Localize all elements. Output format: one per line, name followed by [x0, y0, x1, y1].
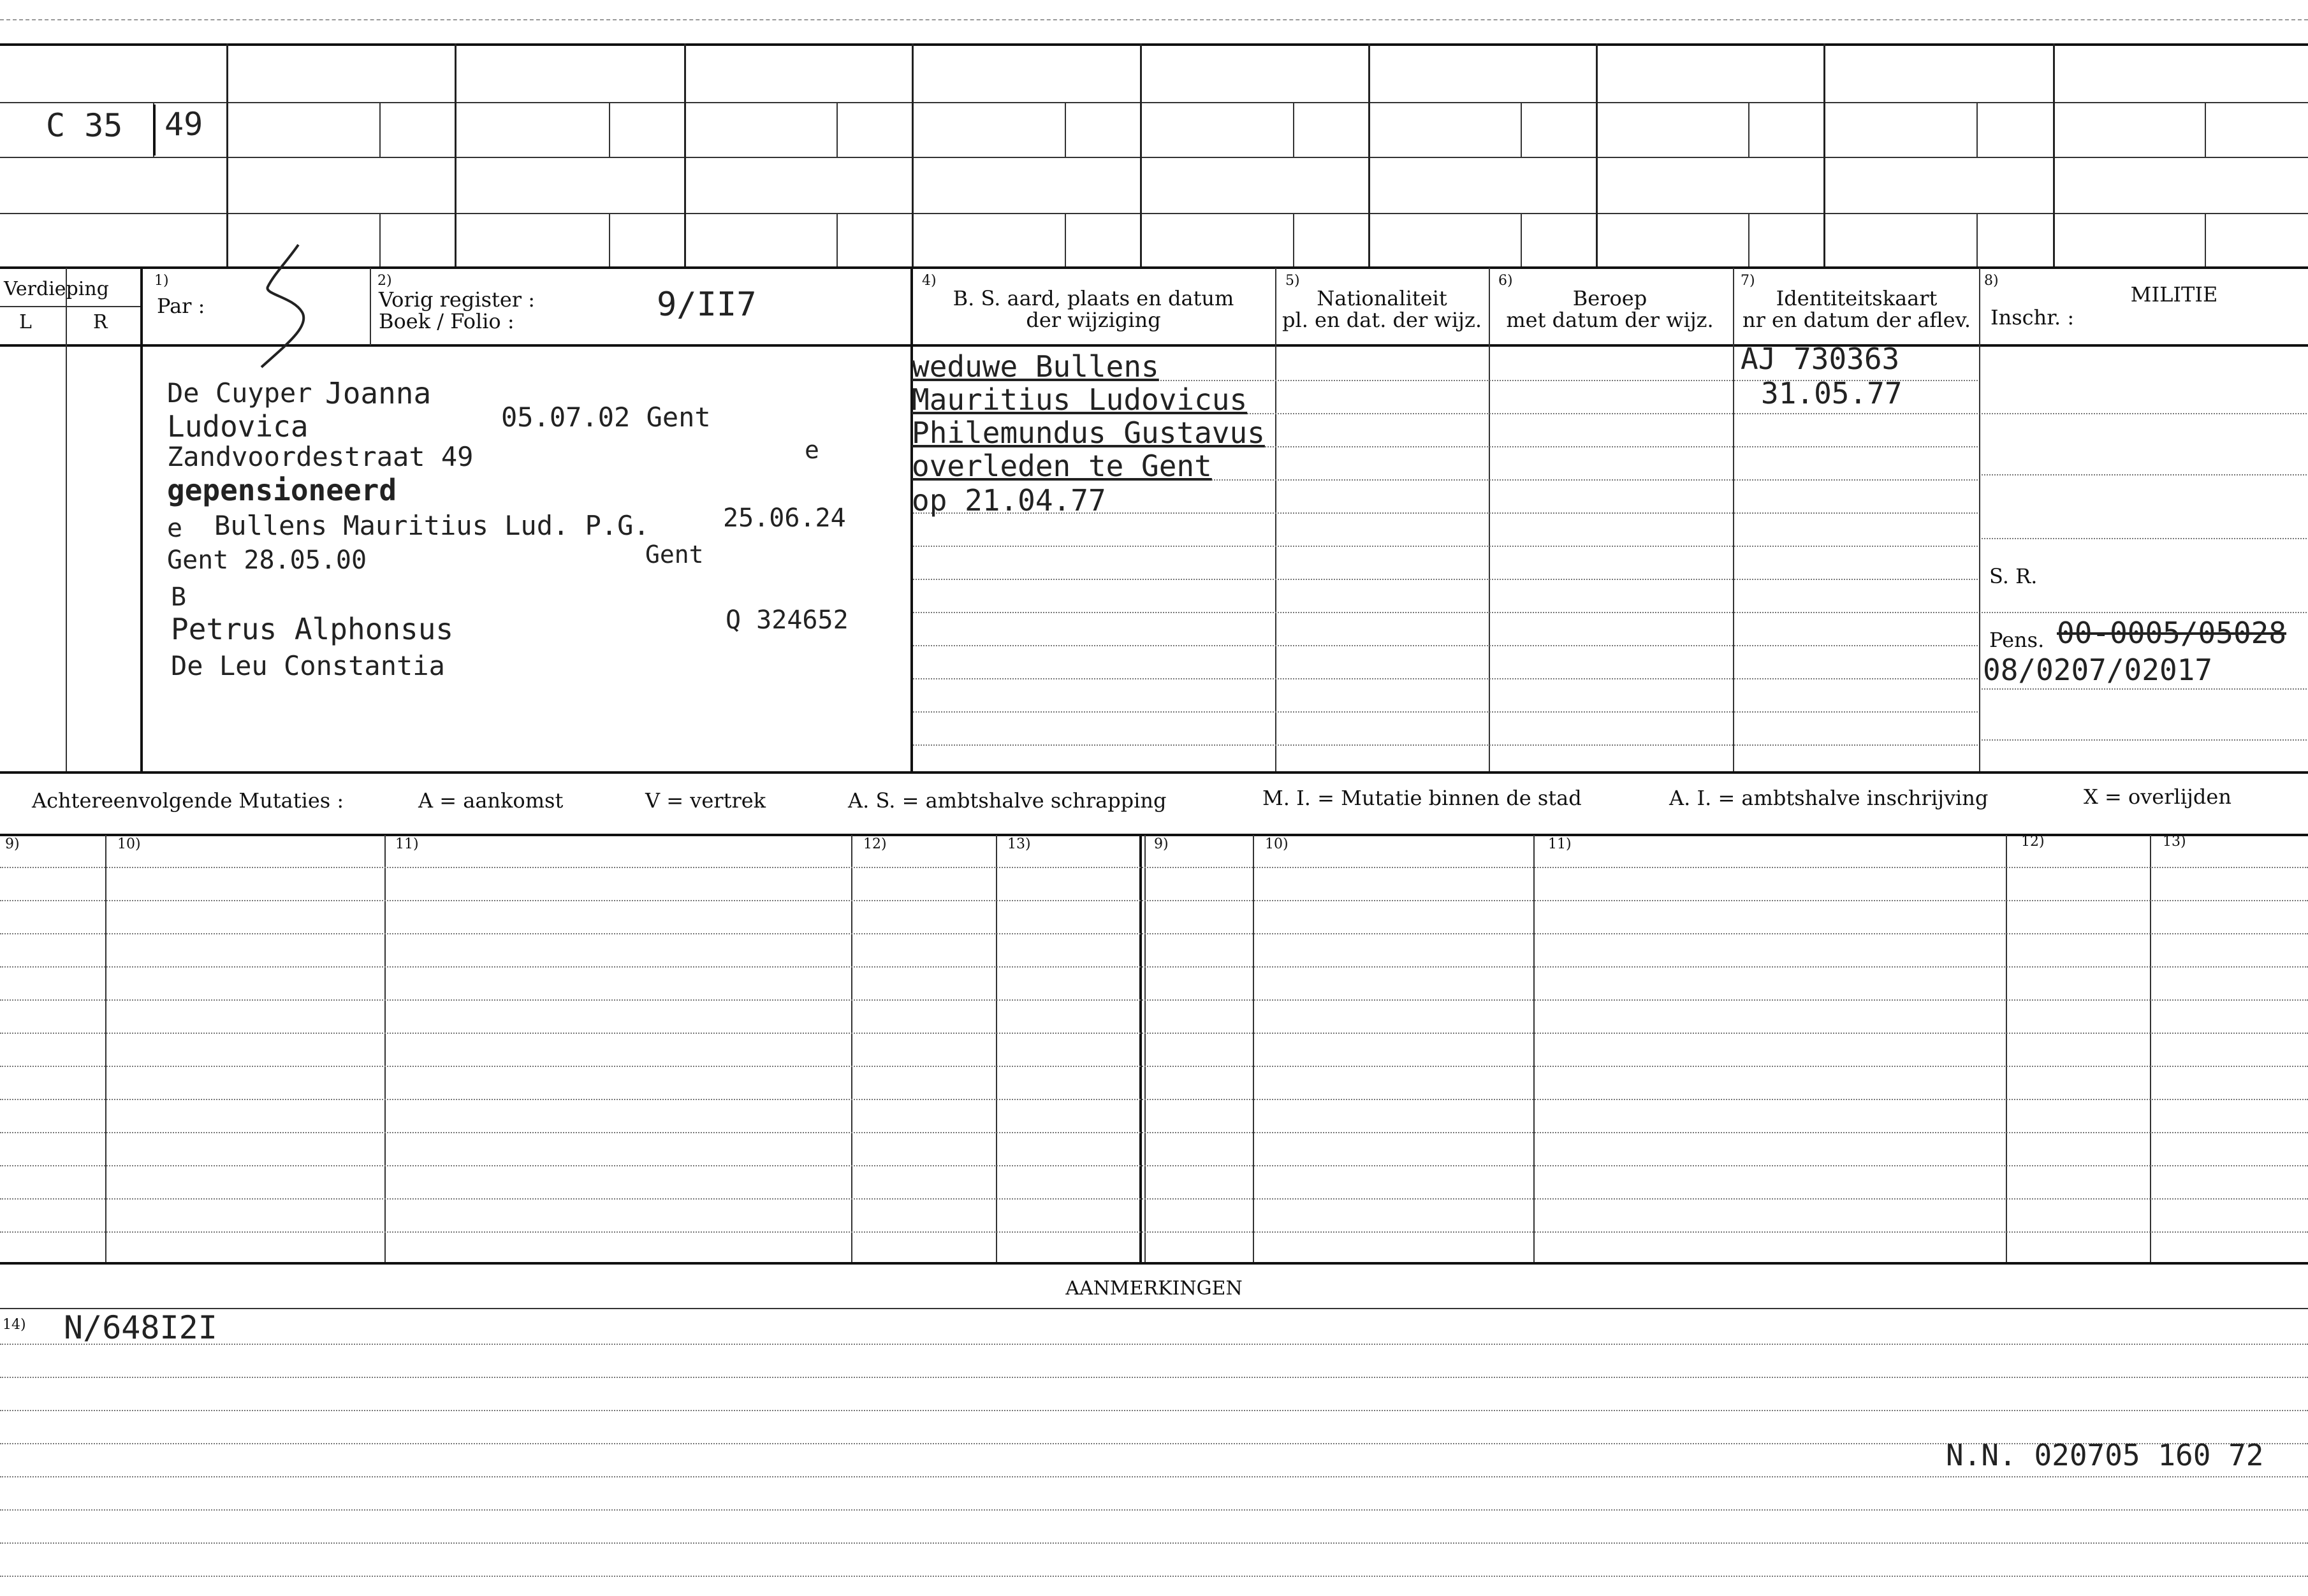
mutation-row-line [0, 1066, 2308, 1067]
ruled-line [913, 711, 1978, 713]
header-top-line [0, 43, 2308, 46]
header-divider [2205, 102, 2206, 157]
militie-ruled-line [1982, 474, 2307, 475]
mutation-col-number: 11) [395, 836, 419, 852]
header-divider [836, 213, 838, 266]
nationaliteit-heading-line1: Nationaliteit [1317, 286, 1447, 310]
pens-new-number: 08/0207/02017 [1983, 653, 2213, 687]
mutation-row-line [0, 966, 2308, 968]
col-5-number: 5) [1285, 273, 1300, 289]
header-divider [1293, 213, 1294, 266]
code-q: Q 324652 [726, 606, 849, 635]
ruled-line [913, 645, 1978, 646]
record-code-divider [153, 105, 156, 156]
header-divider [836, 102, 838, 157]
mutation-row-line [0, 1033, 2308, 1034]
identiteitskaart-heading-line1: Identiteitskaart [1776, 286, 1938, 310]
verdieping-label: Verdieping [4, 278, 109, 300]
spouse-prefix: e [167, 514, 183, 543]
main-divider [910, 268, 913, 771]
main-divider [1733, 268, 1734, 771]
mutation-col-number: 12) [2021, 834, 2045, 850]
header-divider [1823, 43, 1825, 266]
name-first: Joanna [325, 376, 432, 410]
address-mark: e [805, 436, 819, 464]
header-divider [1521, 213, 1522, 266]
house-number: 49 [164, 106, 203, 143]
col-2-number: 2) [377, 273, 392, 289]
id-card-date: 31.05.77 [1761, 376, 1903, 410]
main-divider [1489, 268, 1490, 771]
sr-label: S. R. [1989, 564, 2038, 588]
main-divider [66, 268, 67, 771]
militie-ruled-line [1982, 413, 2307, 414]
beroep-heading-line1: Beroep [1572, 286, 1647, 310]
mutation-legend-item: M. I. = Mutatie binnen de stad [1262, 786, 1582, 810]
national-number: N.N. 020705 160 72 [1946, 1438, 2264, 1472]
remarks-ruled-line [0, 1377, 2308, 1378]
header-divider [1976, 213, 1978, 266]
name-surname: De Cuyper [167, 377, 312, 409]
ruled-line [913, 678, 1978, 679]
header-divider [1368, 43, 1370, 266]
remarks-ruled-line [0, 1410, 2308, 1411]
mutation-row-line [0, 867, 2308, 868]
bs-entry-line: Philemundus Gustavus [912, 416, 1265, 450]
top-edge-line [0, 19, 2308, 20]
name-second: Ludovica [167, 409, 309, 444]
mutation-row-line [0, 1231, 2308, 1233]
mutations-top-line [0, 771, 2308, 774]
remarks-ruled-line [0, 1542, 2308, 1544]
mutation-legend-item: A. I. = ambtshalve inschrijving [1669, 786, 1989, 810]
hand-drawn-mark [249, 242, 325, 370]
mutation-col-number: 11) [1548, 836, 1572, 852]
header-divider [609, 213, 610, 266]
militie-ruled-line [1982, 612, 2307, 613]
header-divider [1596, 43, 1598, 266]
mutations-bottom-line [0, 1262, 2308, 1265]
header-divider [1140, 43, 1142, 266]
header-line-3 [0, 157, 2308, 158]
spouse-date: 25.06.24 [723, 504, 846, 533]
header-divider [2205, 213, 2206, 266]
bs-entry-line: Mauritius Ludovicus [912, 382, 1248, 417]
header-divider [1065, 102, 1066, 157]
pens-label: Pens. [1989, 628, 2045, 652]
beroep-heading-line2: met datum der wijz. [1506, 308, 1714, 332]
militie-ruled-line [1982, 538, 2307, 539]
mutation-legend-item: A = aankomst [418, 788, 564, 813]
letter-b: B [171, 583, 187, 612]
mutation-row-line [0, 933, 2308, 934]
militie-ruled-line [1982, 688, 2307, 690]
ruled-line [913, 612, 1978, 613]
nationaliteit-heading-line2: pl. en dat. der wijz. [1282, 308, 1482, 332]
header-divider [1748, 102, 1749, 157]
header-divider [1521, 102, 1522, 157]
boek-folio-label: Boek / Folio : [379, 309, 515, 333]
father-name: Petrus Alphonsus [171, 612, 454, 646]
header-divider [379, 213, 381, 266]
header-divider [1065, 213, 1066, 266]
mother-name: De Leu Constantia [171, 650, 445, 681]
mutation-row-line [0, 900, 2308, 901]
col-4-number: 4) [922, 273, 937, 289]
ruled-line [913, 744, 1978, 746]
main-divider [1275, 268, 1276, 771]
bs-entry-line: op 21.04.77 [912, 483, 1106, 518]
bs-entry-line: overleden te Gent [912, 449, 1212, 483]
remarks-top-line [0, 1308, 2308, 1309]
vorig-register-label: Vorig register : [379, 287, 536, 312]
header-line-4 [0, 213, 2308, 214]
header-line-2 [0, 102, 2308, 103]
header-divider [379, 102, 381, 157]
mutation-row-line [0, 999, 2308, 1001]
main-heading-bottom-line [0, 344, 2308, 347]
id-card-number: AJ 730363 [1741, 342, 1900, 376]
mutation-col-number: 13) [1007, 836, 1031, 852]
remarks-ruled-line [0, 1509, 2308, 1511]
spouse-place: Gent [645, 540, 704, 569]
birth-date-place: 05.07.02 Gent [501, 402, 711, 433]
bs-heading-line2: der wijziging [1026, 308, 1161, 332]
status: gepensioneerd [167, 473, 397, 507]
mutation-col-number: 9) [5, 836, 20, 852]
r-label: R [93, 311, 108, 333]
col-6-number: 6) [1498, 273, 1513, 289]
header-divider [1748, 213, 1749, 266]
remarks-reference: N/648I2I [64, 1309, 217, 1346]
par-label: Par : [157, 294, 205, 318]
col-8-number: 8) [1984, 273, 1999, 289]
mutation-row-line [0, 1165, 2308, 1166]
header-divider [912, 43, 914, 266]
spouse-name: Bullens Mauritius Lud. P.G. [214, 510, 650, 541]
mutation-legend-item: A. S. = ambtshalve schrapping [848, 788, 1167, 813]
remarks-ruled-line [0, 1576, 2308, 1577]
main-divider [140, 268, 143, 771]
address: Zandvoordestraat 49 [167, 441, 474, 472]
spouse-birth: Gent 28.05.00 [167, 546, 367, 575]
remarks-ruled-line [0, 1476, 2308, 1477]
header-divider [684, 43, 686, 266]
mutation-row-line [0, 1099, 2308, 1100]
header-bottom-line [0, 266, 2308, 269]
identiteitskaart-heading-line2: nr en datum der aflev. [1742, 308, 1971, 332]
header-divider [226, 43, 228, 266]
ruled-line [913, 546, 1978, 547]
mutation-col-number: 13) [2163, 834, 2186, 850]
lr-divider-line [0, 306, 140, 307]
header-divider [609, 102, 610, 157]
mutation-row-line [0, 1132, 2308, 1133]
ruled-line [913, 579, 1978, 580]
mutation-col-number: 10) [1265, 836, 1289, 852]
bs-entry-line: weduwe Bullens [912, 349, 1159, 384]
mutation-legend-item: V = vertrek [645, 788, 766, 813]
header-divider [2053, 43, 2055, 266]
main-divider [1979, 268, 1980, 771]
militie-heading: MILITIE [2130, 282, 2218, 307]
militie-ruled-line [1982, 739, 2307, 741]
mutation-col-number: 10) [117, 836, 141, 852]
mutation-legend-item: X = overlijden [2084, 785, 2231, 809]
header-divider [1293, 102, 1294, 157]
mutation-col-number: 12) [863, 836, 887, 852]
col-1-number: 1) [154, 273, 169, 289]
header-divider [1976, 102, 1978, 157]
vorig-register-value: 9/II7 [657, 286, 757, 324]
remarks-number: 14) [3, 1317, 26, 1333]
header-divider [455, 43, 456, 266]
mutation-col-number: 9) [1154, 836, 1169, 852]
l-label: L [19, 311, 32, 333]
remarks-ruled-line [0, 1344, 2308, 1345]
inschr-label: Inschr. : [1990, 305, 2075, 330]
bs-heading-line1: B. S. aard, plaats en datum [953, 286, 1234, 310]
mutations-title: Achtereenvolgende Mutaties : [32, 788, 344, 813]
mutation-row-line [0, 1198, 2308, 1200]
remarks-title: AANMERKINGEN [1065, 1277, 1243, 1300]
main-divider [370, 268, 371, 345]
col-7-number: 7) [1741, 273, 1755, 289]
record-code: C 35 [46, 107, 123, 144]
pens-old-number: 00-0005/05028 [2057, 616, 2287, 650]
